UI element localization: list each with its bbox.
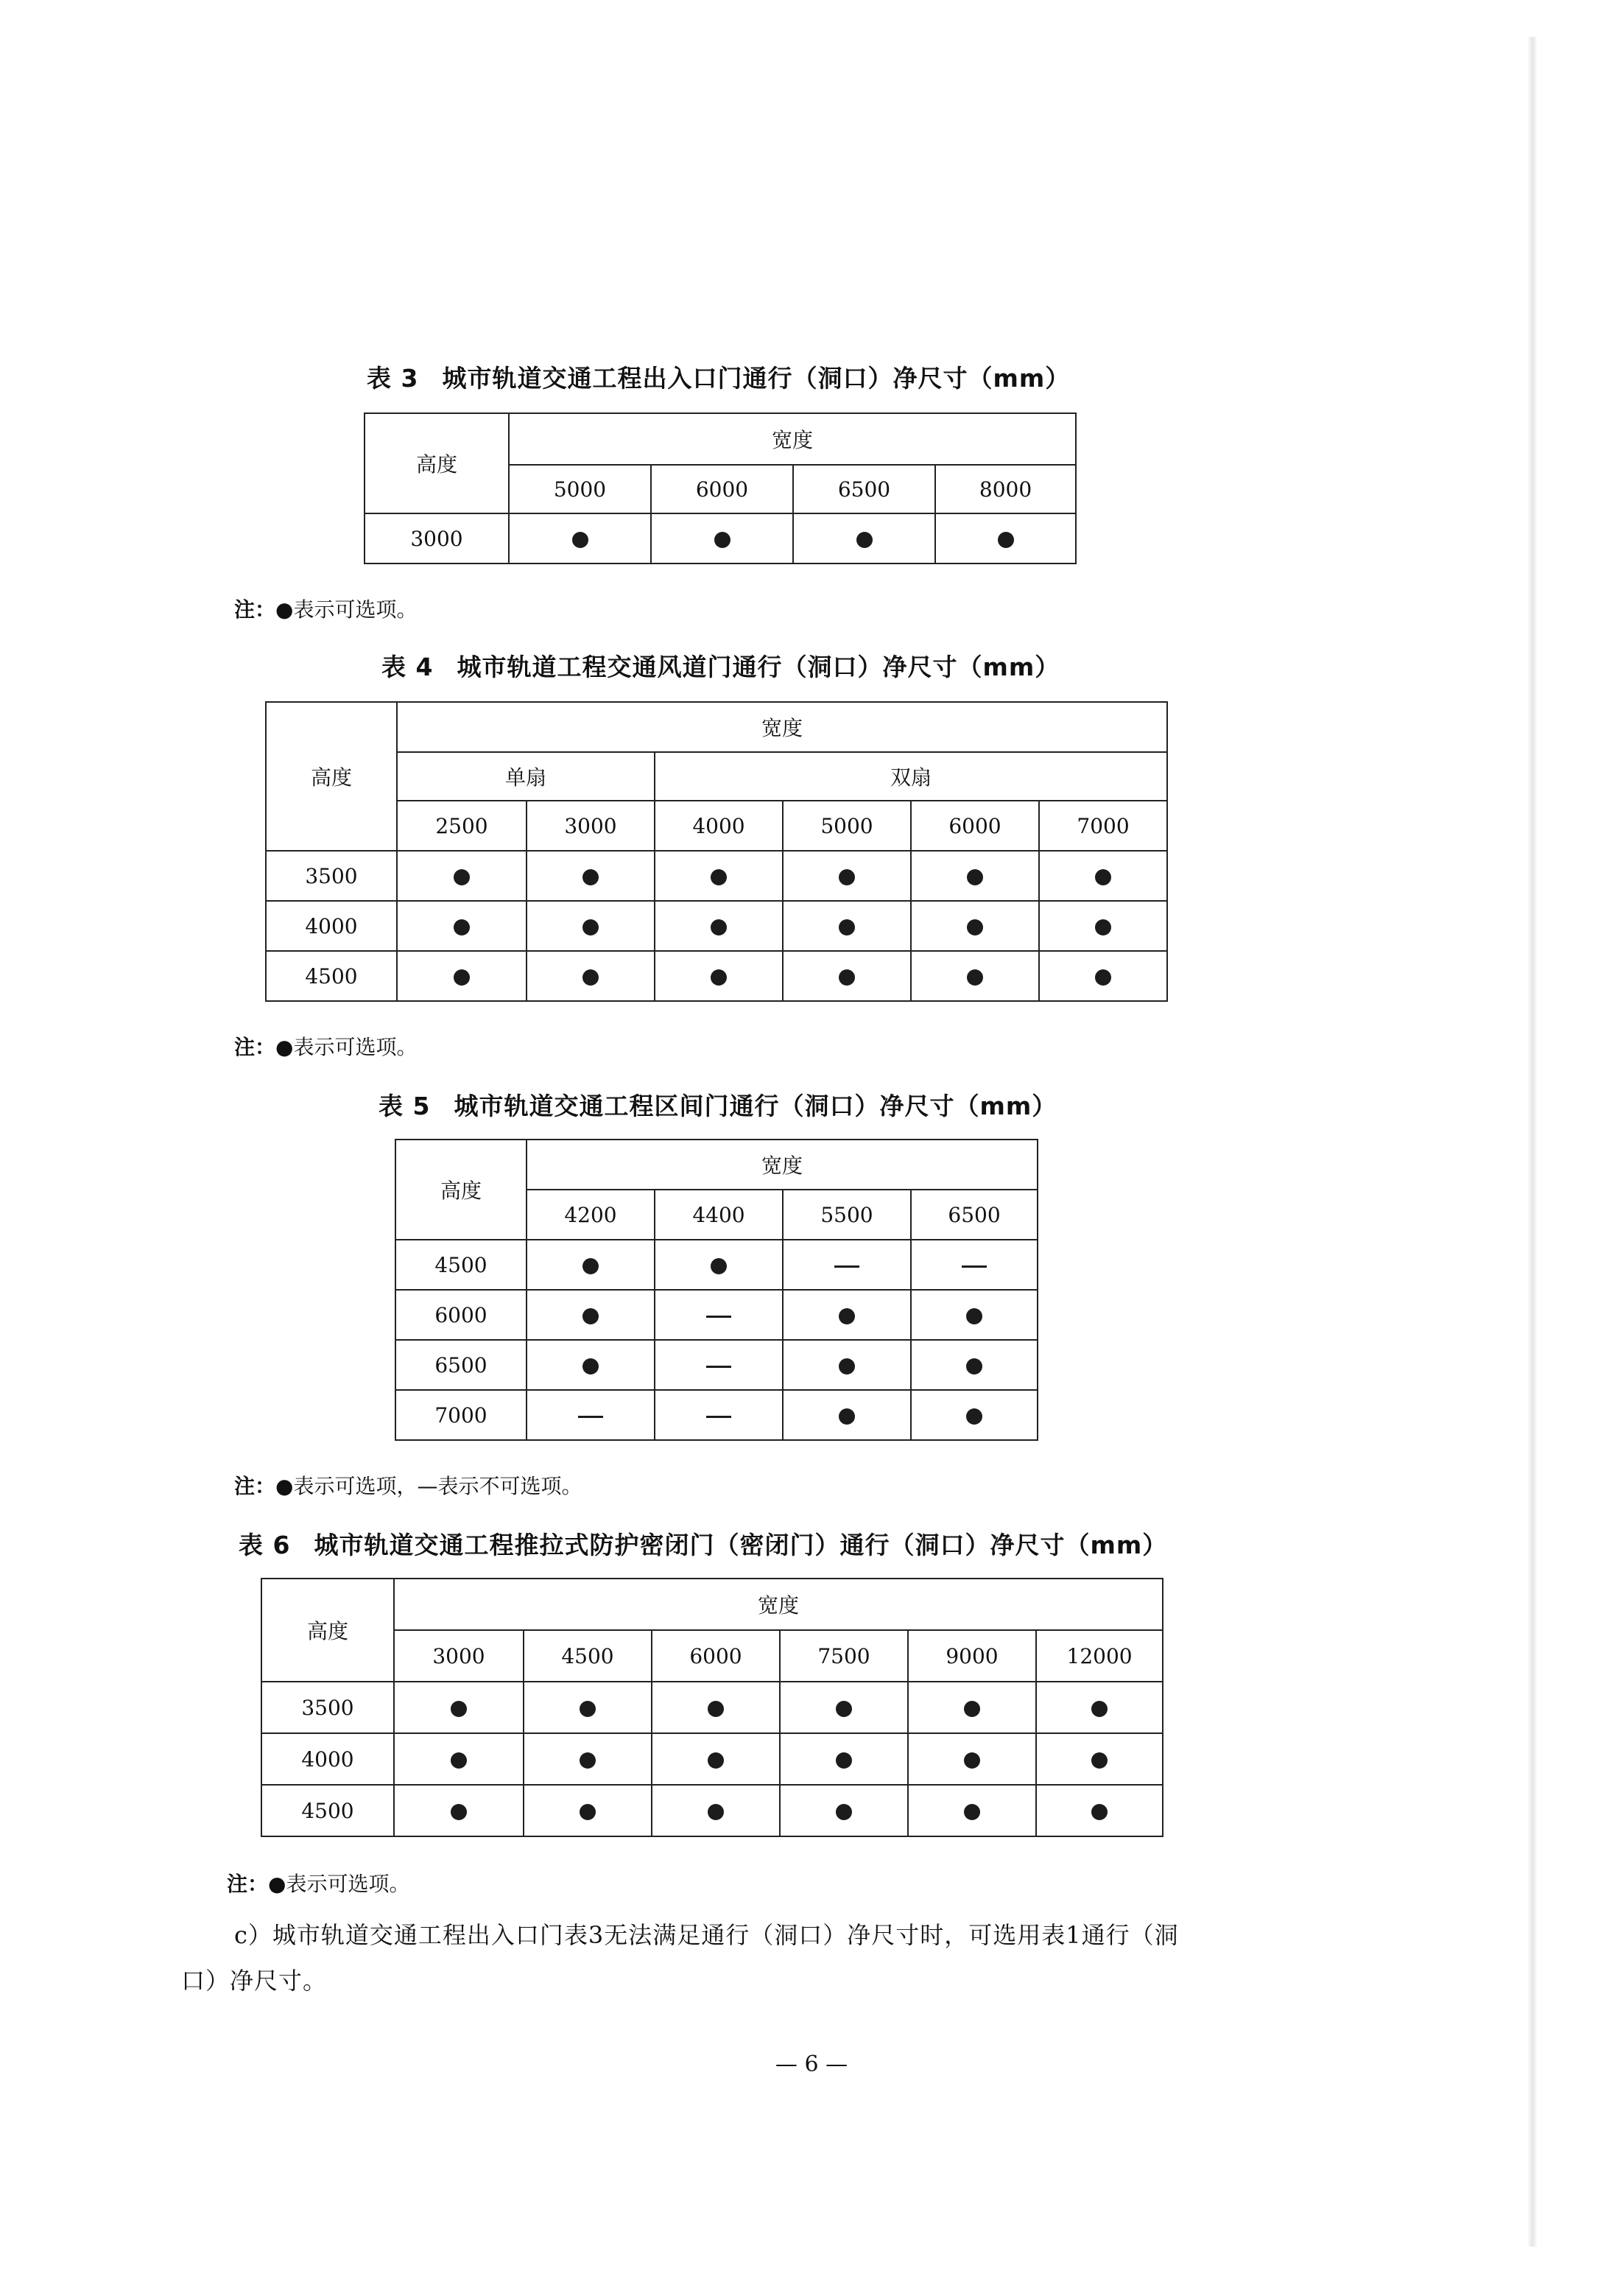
- table6-width-value: 7500: [780, 1630, 908, 1682]
- table-row: [266, 851, 1167, 901]
- table5-row-height-value: 4500: [395, 1240, 527, 1290]
- optional-dot-mark: [839, 1308, 855, 1324]
- table-cell: [780, 1733, 908, 1785]
- table4-width-value: 7000: [1039, 801, 1167, 851]
- table-cell: [655, 1290, 783, 1340]
- table6-width-values-row: [261, 1630, 1163, 1682]
- table6-width-value: 4500: [524, 1630, 652, 1682]
- table4-caption: [381, 648, 1060, 683]
- table5-row-height-value: 6500: [395, 1340, 527, 1390]
- table-row: [395, 1340, 1038, 1390]
- table6-number: 表 6: [239, 1531, 291, 1559]
- table4-width-header: 宽度: [397, 702, 1167, 752]
- table6-width-value: 6000: [652, 1630, 780, 1682]
- table4: [265, 701, 1168, 1002]
- table-cell: [1036, 1785, 1163, 1836]
- table5-number: 表 5: [379, 1092, 431, 1120]
- table6-width-value: 9000: [908, 1630, 1036, 1682]
- optional-dot-mark: [580, 1752, 596, 1769]
- optional-dot-mark: [1095, 969, 1111, 986]
- table-cell: [1039, 951, 1167, 1001]
- optional-dot-mark: [967, 919, 983, 935]
- table4-note: [234, 1031, 417, 1061]
- table3-width-header: 宽度: [509, 413, 1076, 465]
- optional-dot-mark: [454, 919, 470, 935]
- optional-dot-mark: [582, 1258, 599, 1274]
- table4-row-height-value: 4500: [266, 951, 397, 1001]
- table6-note: [227, 1868, 409, 1897]
- table3-row-height-value: 3000: [365, 513, 509, 564]
- table-row: [261, 1733, 1163, 1785]
- table5-width-value: 4200: [527, 1190, 655, 1240]
- table-cell: [793, 513, 935, 564]
- optional-dot-mark: [839, 869, 855, 885]
- table-cell: [527, 1390, 655, 1440]
- table-row: [365, 513, 1076, 564]
- table3-width-value: 6500: [793, 465, 935, 513]
- table6-row-height-value: 3500: [261, 1682, 394, 1733]
- optional-dot-mark: [966, 1308, 982, 1324]
- table5-width-value: 6500: [911, 1190, 1038, 1240]
- table-cell: [394, 1682, 524, 1733]
- table6-row-height-value: 4000: [261, 1733, 394, 1785]
- table4-width-value: 4000: [655, 801, 783, 851]
- table-cell: [527, 951, 655, 1001]
- table6-width-value: 3000: [394, 1630, 524, 1682]
- optional-dot-mark: [967, 869, 983, 885]
- table5: [395, 1139, 1038, 1441]
- table-cell: [527, 1340, 655, 1390]
- table-row: [395, 1390, 1038, 1440]
- table5-width-value: 4400: [655, 1190, 783, 1240]
- table6-width-header: 宽度: [394, 1579, 1163, 1630]
- table4-row-height-value: 3500: [266, 851, 397, 901]
- table-cell: [524, 1682, 652, 1733]
- paragraph-c-line2: 口）净尺寸。: [181, 1967, 328, 1995]
- optional-dot-mark: [836, 1804, 852, 1820]
- table-cell: [911, 901, 1039, 951]
- table-cell: [908, 1733, 1036, 1785]
- table-cell: [655, 1340, 783, 1390]
- table-row: [266, 901, 1167, 951]
- optional-dot-mark: [580, 1701, 596, 1717]
- table4-note-text: ●表示可选项。: [275, 1035, 418, 1059]
- table-cell: [935, 513, 1076, 564]
- table-cell: [911, 1340, 1038, 1390]
- optional-dot-mark: [964, 1804, 980, 1820]
- table-cell: [1036, 1733, 1163, 1785]
- table3-number: 表 3: [367, 364, 419, 393]
- table-cell: [655, 1390, 783, 1440]
- table3-title: 城市轨道交通工程出入口门通行（洞口）净尺寸（mm）: [442, 364, 1071, 393]
- table5-row-height-value: 6000: [395, 1290, 527, 1340]
- table3-note: [234, 594, 417, 623]
- table-cell: [397, 951, 527, 1001]
- optional-dot-mark: [998, 532, 1014, 548]
- optional-dot-mark: [582, 1308, 599, 1324]
- table-row: [395, 1240, 1038, 1290]
- table6-caption: [239, 1526, 1167, 1561]
- not-optional-dash-mark: [578, 1416, 603, 1418]
- table3-width-value: 6000: [651, 465, 793, 513]
- table-cell: [911, 851, 1039, 901]
- table-cell: [394, 1733, 524, 1785]
- table-cell: [655, 1240, 783, 1290]
- table4-width-value: 3000: [527, 801, 655, 851]
- table5-note: [234, 1470, 582, 1500]
- not-optional-dash-mark: [706, 1316, 731, 1318]
- optional-dot-mark: [582, 1358, 599, 1375]
- optional-dot-mark: [967, 969, 983, 986]
- table-cell: [524, 1785, 652, 1836]
- optional-dot-mark: [856, 532, 873, 548]
- paragraph-c-line1: c）城市轨道交通工程出入口门表3无法满足通行（洞口）净尺寸时，可选用表1通行（洞: [234, 1921, 1179, 1949]
- table6: [261, 1578, 1163, 1837]
- optional-dot-mark: [454, 969, 470, 986]
- optional-dot-mark: [836, 1701, 852, 1717]
- table-row: [266, 951, 1167, 1001]
- table-cell: [911, 1290, 1038, 1340]
- optional-dot-mark: [1091, 1701, 1108, 1717]
- optional-dot-mark: [839, 1358, 855, 1375]
- table-cell: [652, 1682, 780, 1733]
- optional-dot-mark: [454, 869, 470, 885]
- optional-dot-mark: [451, 1752, 467, 1769]
- optional-dot-mark: [839, 1408, 855, 1425]
- table-cell: [783, 1340, 911, 1390]
- page-number: — 6 —: [775, 2051, 848, 2077]
- table3-width-value: 5000: [509, 465, 651, 513]
- table-cell: [783, 1290, 911, 1340]
- optional-dot-mark: [451, 1701, 467, 1717]
- optional-dot-mark: [711, 919, 727, 935]
- table4-number: 表 4: [381, 653, 434, 681]
- optional-dot-mark: [451, 1804, 467, 1820]
- table5-width-header: 宽度: [527, 1140, 1038, 1190]
- optional-dot-mark: [582, 869, 599, 885]
- table-cell: [911, 1390, 1038, 1440]
- optional-dot-mark: [839, 969, 855, 986]
- table6-note-prefix: 注：: [227, 1872, 269, 1896]
- table-cell: [651, 513, 793, 564]
- table-cell: [1039, 851, 1167, 901]
- table4-double-leaf-header: 双扇: [655, 752, 1167, 801]
- table4-width-values-row: [266, 801, 1167, 851]
- table6-height-header: 高度: [261, 1579, 394, 1682]
- table-cell: [394, 1785, 524, 1836]
- table-cell: [655, 951, 783, 1001]
- not-optional-dash-mark: [834, 1265, 859, 1268]
- optional-dot-mark: [1091, 1804, 1108, 1820]
- optional-dot-mark: [711, 1258, 727, 1274]
- optional-dot-mark: [708, 1701, 724, 1717]
- optional-dot-mark: [708, 1804, 724, 1820]
- optional-dot-mark: [580, 1804, 596, 1820]
- table4-width-value: 2500: [397, 801, 527, 851]
- table-cell: [908, 1785, 1036, 1836]
- table-row: [261, 1682, 1163, 1733]
- table6-title: 城市轨道交通工程推拉式防护密闭门（密闭门）通行（洞口）净尺寸（mm）: [314, 1531, 1168, 1559]
- optional-dot-mark: [839, 919, 855, 935]
- table-cell: [783, 951, 911, 1001]
- optional-dot-mark: [966, 1358, 982, 1375]
- table5-width-value: 5500: [783, 1190, 911, 1240]
- not-optional-dash-mark: [706, 1416, 731, 1418]
- table-cell: [527, 901, 655, 951]
- table4-width-value: 5000: [783, 801, 911, 851]
- table-cell: [783, 851, 911, 901]
- optional-dot-mark: [964, 1752, 980, 1769]
- table-cell: [1036, 1682, 1163, 1733]
- optional-dot-mark: [714, 532, 730, 548]
- table6-width-value: 12000: [1036, 1630, 1163, 1682]
- table5-caption: [379, 1087, 1057, 1122]
- table-row: [395, 1290, 1038, 1340]
- optional-dot-mark: [1095, 869, 1111, 885]
- optional-dot-mark: [711, 869, 727, 885]
- table-cell: [509, 513, 651, 564]
- table4-note-prefix: 注：: [234, 1035, 276, 1059]
- optional-dot-mark: [966, 1408, 982, 1425]
- table3-height-header: 高度: [365, 413, 509, 513]
- table3-note-text: ●表示可选项。: [275, 597, 418, 622]
- optional-dot-mark: [708, 1752, 724, 1769]
- table-cell: [527, 1240, 655, 1290]
- not-optional-dash-mark: [706, 1366, 731, 1368]
- table4-height-header: 高度: [266, 702, 397, 851]
- table-cell: [783, 1390, 911, 1440]
- table-cell: [783, 901, 911, 951]
- optional-dot-mark: [582, 969, 599, 986]
- table-cell: [652, 1733, 780, 1785]
- table-cell: [780, 1682, 908, 1733]
- table6-row-height-value: 4500: [261, 1785, 394, 1836]
- table4-title: 城市轨道工程交通风道门通行（洞口）净尺寸（mm）: [457, 653, 1060, 681]
- table3: [364, 412, 1077, 564]
- table-cell: [655, 901, 783, 951]
- optional-dot-mark: [836, 1752, 852, 1769]
- table5-note-text: ●表示可选项，—表示不可选项。: [275, 1474, 582, 1498]
- table4-row-height-value: 4000: [266, 901, 397, 951]
- optional-dot-mark: [711, 969, 727, 986]
- table-cell: [911, 951, 1039, 1001]
- table-cell: [908, 1682, 1036, 1733]
- table5-note-prefix: 注：: [234, 1474, 276, 1498]
- table3-width-value: 8000: [935, 465, 1076, 513]
- optional-dot-mark: [1095, 919, 1111, 935]
- table3-note-prefix: 注：: [234, 597, 276, 622]
- table-cell: [524, 1733, 652, 1785]
- table4-single-leaf-header: 单扇: [397, 752, 655, 801]
- table-cell: [783, 1240, 911, 1290]
- table-cell: [527, 851, 655, 901]
- table5-row-height-value: 7000: [395, 1390, 527, 1440]
- table-cell: [1039, 901, 1167, 951]
- table5-height-header: 高度: [395, 1140, 527, 1240]
- optional-dot-mark: [1091, 1752, 1108, 1769]
- table-cell: [397, 901, 527, 951]
- not-optional-dash-mark: [962, 1265, 987, 1268]
- table-cell: [397, 851, 527, 901]
- table-cell: [911, 1240, 1038, 1290]
- optional-dot-mark: [964, 1701, 980, 1717]
- table5-title: 城市轨道交通工程区间门通行（洞口）净尺寸（mm）: [454, 1092, 1057, 1120]
- table-cell: [527, 1290, 655, 1340]
- table-cell: [780, 1785, 908, 1836]
- optional-dot-mark: [582, 919, 599, 935]
- optional-dot-mark: [572, 532, 588, 548]
- table4-width-value: 6000: [911, 801, 1039, 851]
- table-row: [261, 1785, 1163, 1836]
- table-cell: [655, 851, 783, 901]
- table6-note-text: ●表示可选项。: [268, 1872, 410, 1896]
- table-cell: [652, 1785, 780, 1836]
- table3-caption: [367, 359, 1070, 394]
- scan-edge-shadow: [1527, 37, 1538, 2247]
